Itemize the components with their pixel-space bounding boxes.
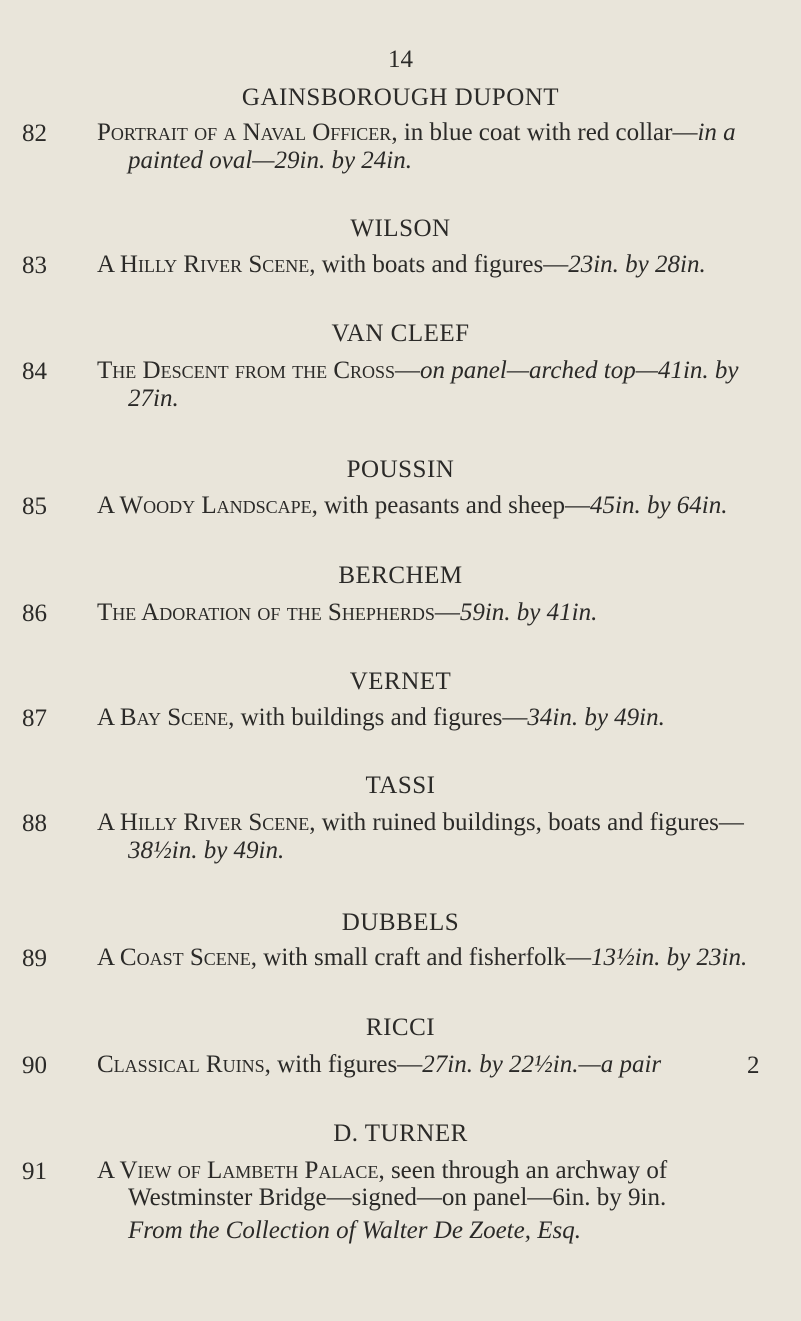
lot-title: The Adoration of the Shepherds — [97, 599, 435, 626]
lot-number: 84 — [22, 358, 47, 385]
lot-desc: — — [395, 357, 421, 384]
lot-desc: , seen through an archway of — [378, 1157, 668, 1184]
lot-number: 85 — [22, 493, 47, 520]
lot-desc: , with small craft and fisherfolk— — [250, 944, 591, 971]
lot-description — [97, 491, 787, 521]
lot-description — [97, 1050, 787, 1080]
lot-number: 90 — [22, 1052, 47, 1079]
lot-number: 91 — [22, 1158, 47, 1185]
lot-desc-line2: Westminster Bridge—signed—on panel—6in. by 9in. — [128, 1184, 667, 1211]
lot-description — [97, 808, 787, 838]
artist-name: VERNET — [349, 668, 452, 695]
lot-desc: , with peasants and sheep— — [311, 492, 591, 519]
lot-title: A Coast Scene — [97, 944, 251, 971]
lot-title: Classical Ruins — [97, 1051, 265, 1078]
lot-description — [97, 250, 787, 280]
lot-desc-italic: 34in. by 49in. — [527, 704, 665, 731]
lot-desc-italic: on panel—arched top—41in. by — [420, 357, 739, 384]
lot-desc: , with figures— — [264, 1051, 423, 1078]
lot-desc-line2: painted oval—29in. by 24in. — [128, 147, 412, 174]
lot-number: 86 — [22, 600, 47, 627]
lot-desc: , with buildings and figures— — [228, 704, 528, 731]
lot-title: A Hilly River Scene — [97, 809, 310, 836]
provenance-note: From the Collection of Walter De Zoete, Esq. — [128, 1217, 581, 1244]
artist-name: TASSI — [365, 772, 436, 799]
lot-desc-line2: 38½in. by 49in. — [128, 837, 285, 864]
lot-description — [97, 703, 787, 733]
page-number: 14 — [388, 46, 413, 73]
lot-desc-italic: 23in. by 28in. — [568, 251, 706, 278]
lot-title: A Bay Scene — [97, 704, 229, 731]
lot-desc: — — [434, 599, 460, 626]
lot-desc: , with boats and figures— — [309, 251, 569, 278]
lot-desc-line2: 27in. — [128, 385, 179, 412]
lot-title: A Woody Landscape — [97, 492, 312, 519]
artist-name: RICCI — [365, 1014, 436, 1041]
lot-desc: , in blue coat with red collar— — [391, 119, 698, 146]
lot-desc-italic: 45in. by 64in. — [590, 492, 728, 519]
lot-description — [97, 943, 787, 973]
artist-name: GAINSBOROUGH DUPONT — [241, 84, 560, 111]
lot-desc: , with ruined buildings, boats and figures— — [309, 809, 744, 836]
artist-name: DUBBELS — [341, 909, 460, 936]
lot-description — [97, 1156, 787, 1186]
lot-title: A Hilly River Scene — [97, 251, 310, 278]
lot-number: 88 — [22, 810, 47, 837]
lot-desc-italic: 27in. by 22½in.—a pair — [422, 1051, 662, 1078]
lot-number: 83 — [22, 252, 47, 279]
lot-quantity: 2 — [747, 1052, 760, 1079]
lot-title: A View of Lambeth Palace — [97, 1157, 379, 1184]
lot-desc-italic: 59in. by 41in. — [459, 599, 598, 626]
artist-name: VAN CLEEF — [331, 320, 470, 347]
lot-title: Portrait of a Naval Officer — [97, 119, 392, 146]
lot-number: 89 — [22, 945, 47, 972]
lot-description — [97, 598, 787, 628]
lot-number: 87 — [22, 705, 47, 732]
lot-desc-italic: in a — [697, 119, 736, 146]
lot-description — [97, 118, 787, 148]
artist-name: D. TURNER — [333, 1120, 468, 1147]
lot-title: The Descent from the Cross — [97, 357, 396, 384]
artist-name: WILSON — [350, 215, 451, 242]
artist-name: POUSSIN — [346, 456, 455, 483]
lot-number: 82 — [22, 120, 47, 147]
artist-name: BERCHEM — [338, 562, 463, 589]
lot-desc-italic: 13½in. by 23in. — [590, 944, 748, 971]
lot-description — [97, 356, 787, 386]
